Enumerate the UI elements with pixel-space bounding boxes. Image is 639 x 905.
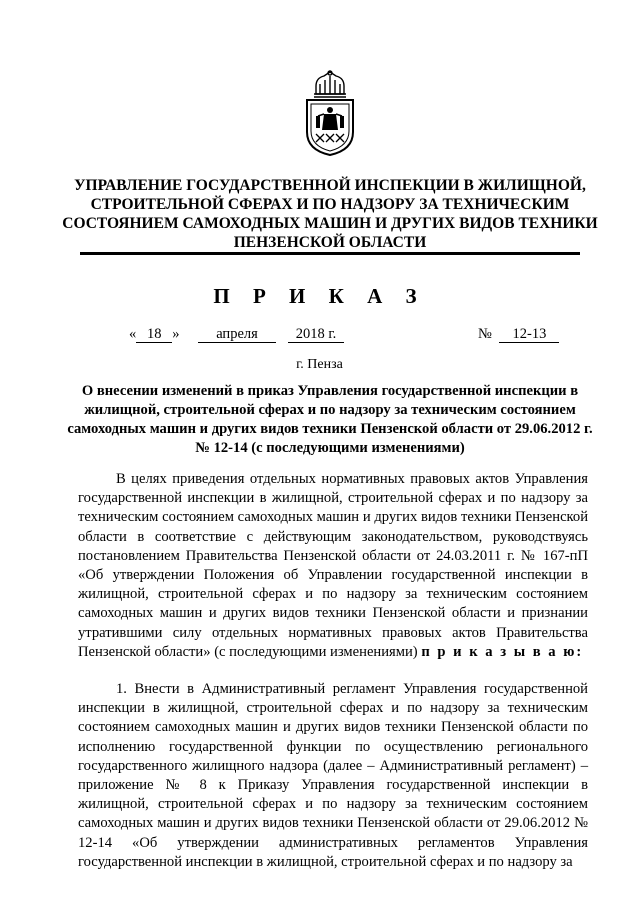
quote-open: «: [129, 326, 137, 342]
order-subject: О внесении изменений в приказ Управления государственной инспекции в жилищной, строительной сферах и по надзору за техническим состоянием самоходных машин и других видов техники Пензенской области от 29.06.2012 г. № 12-14 (с последующими изменениями): [67, 383, 593, 456]
quote-close: »: [172, 326, 180, 342]
order-title: П Р И К А З: [213, 284, 426, 308]
order-date-day: [129, 326, 180, 344]
order-city: г. Пенза: [296, 357, 343, 372]
order-number: [478, 326, 559, 344]
clause-1-paragraph: 1. Внести в Административный регламент Управления государственной инспекции в жилищной, строительной сферах и по надзору за техническим состоянием самоходных машин и других видов техники Пензенской области по исполнению государственной функции по осуществлению регионального государственного жилищного надзора (далее – Административный регламент) – приложение № 8 к Приказу Управления государственной инспекции в жилищной, строительной сферах и по надзору за техническим состоянием самоходных машин и других видов техники Пензенской области от 29.06.2012 № 12-14 «Об утверждении административных регламентов Управления государственной инспекции в жилищной, строительной сферах и по надзору за: [78, 681, 588, 870]
order-month: апреля: [198, 326, 276, 343]
order-date-year: [288, 326, 344, 344]
order-verb: п р и к а з ы в а ю:: [421, 643, 584, 660]
organization-name: УПРАВЛЕНИЕ ГОСУДАРСТВЕННОЙ ИНСПЕКЦИИ В ЖИЛИЩНОЙ, СТРОИТЕЛЬНОЙ СФЕРАХ И ПО НАДЗОРУ ЗА ТЕХНИЧЕСКИМ СОСТОЯНИЕМ САМОХОДНЫХ МАШИН И ДРУГИХ ВИДОВ ТЕХНИКИ ПЕНЗЕНСКОЙ ОБЛАСТИ: [62, 177, 598, 251]
order-number-value: 12-13: [499, 326, 559, 343]
coat-of-arms-icon: [302, 70, 358, 156]
number-sign: №: [478, 326, 492, 342]
preamble-text: В целях приведения отдельных нормативных правовых актов Управления государственной инспекции в жилищной, строительной сферах и по надзору за техническим состоянием самоходных машин и других видов техники Пензенской области в соответствие с действующим законодательством, руководствуясь постановлением Правительства Пензенской области от 24.03.2011 г. № 167-пП «Об утверждении Положения об Управлении государственной инспекции в жилищной, строительной сферах и по надзору за техническим состоянием самоходных машин и других видов техники Пензенской области и признании утратившими силу отдельных нормативных правовых актов Правительства Пензенской области» (с последующими изменениями): [78, 471, 588, 660]
header-divider: [80, 252, 580, 255]
preamble-paragraph: [78, 470, 588, 662]
order-year: 2018 г.: [288, 326, 344, 343]
order-date-month: [198, 326, 276, 344]
order-day: 18: [136, 326, 172, 343]
